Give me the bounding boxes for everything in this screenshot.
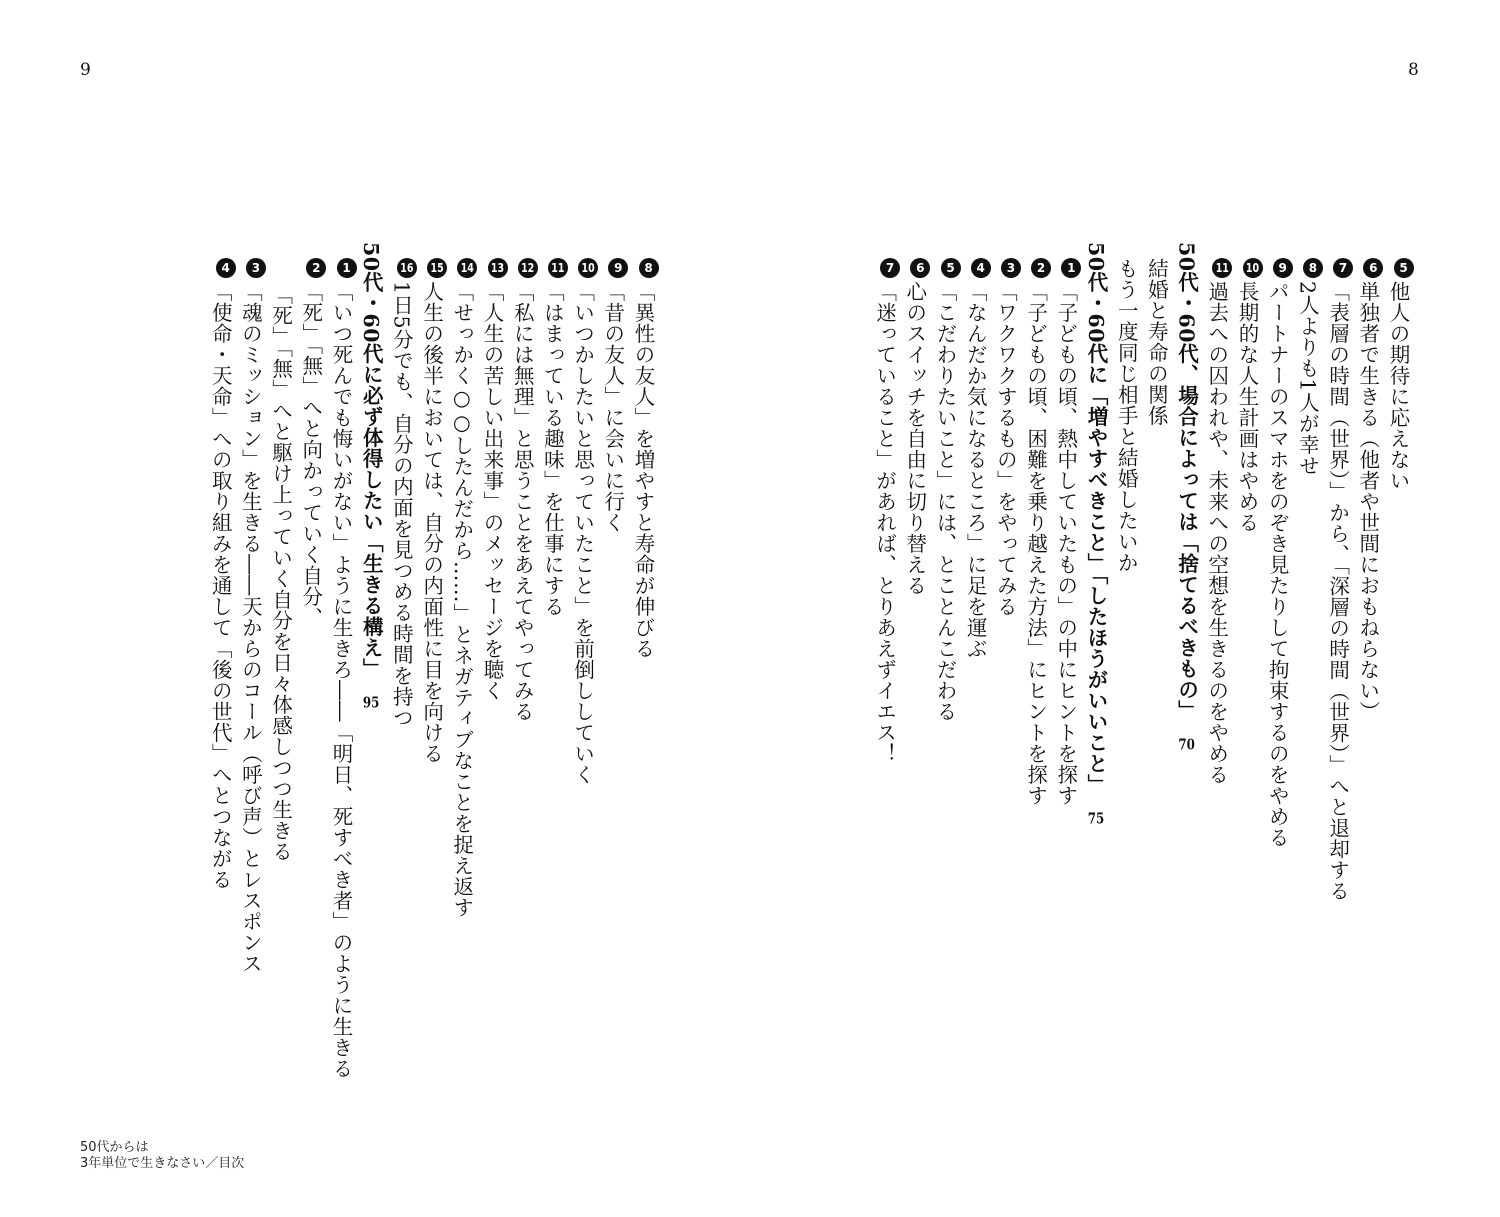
item-number-badge: 7 xyxy=(1333,258,1353,278)
item-number-badge: 7 xyxy=(880,258,900,278)
toc-entry-text: 結婚と寿命の関係 xyxy=(1144,258,1169,426)
toc-entry xyxy=(1204,258,1233,785)
toc-entry xyxy=(962,258,991,659)
toc-entry xyxy=(388,258,417,728)
item-number-badge: 5 xyxy=(1394,258,1414,278)
toc-entry xyxy=(1264,258,1293,848)
item-number-badge: 13 xyxy=(488,258,508,278)
left-page-number: 9 xyxy=(80,60,91,80)
toc-entry xyxy=(1023,258,1052,806)
item-number-badge: 12 xyxy=(518,258,538,278)
toc-entry-text: 「はまっている趣味」を仕事にする xyxy=(540,281,565,617)
item-number-badge: 11 xyxy=(548,258,568,278)
toc-entry xyxy=(1113,258,1139,573)
toc-entry-text: 「死」「無」へと向かっていく自分、 xyxy=(298,281,323,628)
toc-entry xyxy=(237,258,266,974)
item-number-badge: 1 xyxy=(1061,258,1081,278)
toc-entry-text: 「いつ死んでも悔いがない」ように生きろ――「明日、死すべき者」のように生きる xyxy=(329,281,353,1079)
toc-page-number: 95 xyxy=(362,695,380,711)
toc-entry xyxy=(419,258,448,764)
toc-entry xyxy=(570,258,599,785)
item-number-badge: 2 xyxy=(1031,258,1051,278)
item-number-badge: 10 xyxy=(1243,258,1263,278)
toc-entry-text: 50代・60代に「増やすべきこと」「したほうがいいこと」 xyxy=(1084,242,1108,795)
toc-entry-text: 「私には無理」と思うことをあえてやってみる xyxy=(510,281,535,722)
toc-entry-text: 「こだわりたいこと」には、とことんこだわる xyxy=(933,281,957,722)
toc-heading xyxy=(358,242,384,710)
toc-entry xyxy=(1294,258,1323,476)
toc-entry-text: 他人の期待に応えない xyxy=(1386,281,1410,491)
toc-entry xyxy=(872,258,901,764)
toc-entry-text: 「魂のミッション」を生きる――天からのコール（呼び声）とレスポンス xyxy=(238,281,263,974)
toc-entry xyxy=(298,258,327,628)
toc-heading xyxy=(1083,242,1109,826)
item-number-badge: 4 xyxy=(971,258,991,278)
toc-entry-text: もう一度同じ相手と結婚したいか xyxy=(1114,258,1139,573)
item-number-badge: 10 xyxy=(578,258,598,278)
toc-entry-text: 「迷っていること」があれば、とりあえずイエス！ xyxy=(872,281,897,764)
toc-entry-text: 1日5分でも、自分の内面を見つめる時間を持つ xyxy=(389,281,414,729)
right-page-number: 8 xyxy=(1408,60,1419,80)
toc-entry xyxy=(600,258,629,533)
toc-entry-text: 「ワクワクするもの」をやってみる xyxy=(993,281,1018,617)
item-number-badge: 9 xyxy=(608,258,628,278)
toc-page-number: 70 xyxy=(1178,737,1195,753)
toc-entry-text: 「子どもの頃、困難を乗り越えた方法」にヒントを探す xyxy=(1023,281,1048,806)
footer-line-1: 50代からは xyxy=(80,1140,149,1155)
item-number-badge: 11 xyxy=(1212,258,1232,278)
toc-entry xyxy=(509,258,538,722)
toc-entry xyxy=(539,258,568,617)
item-number-badge: 1 xyxy=(337,258,357,278)
toc-entry-text: 過去への囚われや、未来への空想を生きるのをやめる xyxy=(1204,281,1229,785)
toc-entry xyxy=(479,258,508,701)
toc-entry xyxy=(902,258,931,596)
toc-entry-text: 「異性の友人」を増やすと寿命が伸びる xyxy=(631,281,655,659)
toc-entry-text: 「使命・天命」への取り組みを通して「後の世代」へとつながる xyxy=(208,281,233,890)
item-number-badge: 8 xyxy=(639,258,659,278)
toc-entry xyxy=(1143,258,1169,426)
toc-entry-text: 人生の後半においては、自分の内面性に目を向ける xyxy=(419,281,444,764)
item-number-badge: 6 xyxy=(910,258,930,278)
toc-entry-text: 心のスイッチを自由に切り替える xyxy=(902,281,927,596)
toc-entry-text: 「人生の苦しい出来事」のメッセージを聴く xyxy=(480,281,504,701)
toc-entry xyxy=(268,284,294,862)
footer-book-title xyxy=(80,1140,244,1172)
toc-entry xyxy=(1385,258,1414,491)
item-number-badge: 4 xyxy=(216,258,236,278)
toc-entry-text: 「いつかしたいと思っていたこと」を前倒ししていく xyxy=(570,281,595,785)
toc-entry xyxy=(207,258,236,890)
toc-entry-text: 「子どもの頃、熱中していたもの」の中にヒントを探す xyxy=(1053,281,1078,806)
toc-entry-text: 「表層の時間（世界）」から、「深層の時間（世界）」へと退却する xyxy=(1325,281,1350,902)
toc-entry xyxy=(449,258,478,918)
footer-line-2: 3年単位で生きなさい／目次 xyxy=(80,1156,245,1171)
item-number-badge: 16 xyxy=(397,258,417,278)
toc-heading xyxy=(1174,242,1200,752)
toc-entry xyxy=(1325,258,1354,901)
toc-entry xyxy=(1234,258,1263,533)
toc-entry xyxy=(1355,258,1384,722)
item-number-badge: 9 xyxy=(1273,258,1293,278)
toc-entry-text: 2人よりも1人が幸せ xyxy=(1295,281,1320,477)
item-number-badge: 6 xyxy=(1363,258,1383,278)
item-number-badge: 5 xyxy=(941,258,961,278)
item-number-badge: 2 xyxy=(306,258,326,278)
toc-entry-text: 「せっかく○○したんだから……」とネガティブなことを捉え返す xyxy=(449,281,474,918)
toc-entry xyxy=(992,258,1021,617)
toc-page-number: 75 xyxy=(1087,810,1105,826)
item-number-badge: 8 xyxy=(1303,258,1323,278)
toc-entry xyxy=(932,258,961,722)
item-number-badge: 3 xyxy=(1001,258,1021,278)
toc-entry-text: 「なんだか気になるところ」に足を運ぶ xyxy=(963,281,988,659)
toc-entry-text: 単独者で生きる（他者や世間におもねらない） xyxy=(1355,281,1380,722)
toc-entry-text: 長期的な人生計画はやめる xyxy=(1235,281,1259,533)
toc-entry-text: 「死」「無」へと駆け上っていく自分を日々体感しつつ生きる xyxy=(268,284,293,862)
item-number-badge: 15 xyxy=(427,258,447,278)
toc-entry xyxy=(328,258,357,1079)
toc-entry xyxy=(1053,258,1082,806)
toc-entry-text: 50代・60代、場合によっては「捨てるべきもの」 xyxy=(1174,242,1199,722)
item-number-badge: 3 xyxy=(246,258,266,278)
toc-entry-text: 「昔の友人」に会いに行く xyxy=(600,281,625,533)
toc-entry xyxy=(630,258,659,659)
item-number-badge: 14 xyxy=(457,258,477,278)
toc-entry-text: パートナーのスマホをのぞき見たりして拘束するのをやめる xyxy=(1265,281,1290,848)
toc-entry-text: 50代・60代に必ず体得したい「生きる構え」 xyxy=(359,242,384,680)
